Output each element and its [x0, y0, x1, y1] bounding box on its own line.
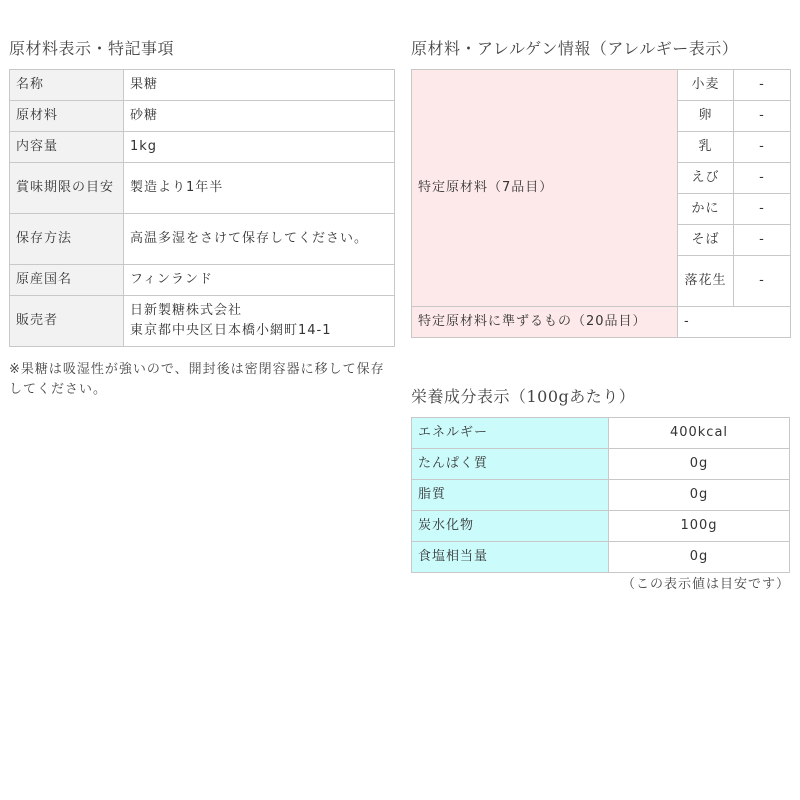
nutrition-value: 0g: [609, 542, 790, 573]
quasi-ingredients-label: 特定原材料に準ずるもの（20品目）: [412, 307, 678, 338]
spec-value: [124, 296, 395, 347]
spec-note: ※果糖は吸湿性が強いので、開封後は密閉容器に移して保存してください。: [9, 362, 385, 397]
nutrition-table: [411, 417, 790, 573]
spec-value: フィンランド: [124, 265, 395, 296]
spec-label: 賞味期限の目安: [10, 163, 124, 214]
spec-value: 砂糖: [124, 101, 395, 132]
spec-row-storage: [10, 214, 395, 265]
allergen-row-wheat: [412, 70, 791, 101]
spec-row-best-before: [10, 163, 395, 214]
nutrition-row-protein: [412, 449, 790, 480]
nutrition-label: 食塩相当量: [412, 542, 609, 573]
spec-label: 名称: [10, 70, 124, 101]
spec-value: 製造より1年半: [124, 163, 395, 214]
allergen-item: 卵: [678, 101, 734, 132]
spec-label: 販売者: [10, 296, 124, 347]
allergen-item: 乳: [678, 132, 734, 163]
spec-row-ingredients: [10, 101, 395, 132]
allergen-value: -: [734, 70, 791, 101]
allergen-item: 落花生: [678, 256, 734, 307]
nutrition-label: 脂質: [412, 480, 609, 511]
nutrition-row-carbs: [412, 511, 790, 542]
spec-label: 内容量: [10, 132, 124, 163]
spec-label: 保存方法: [10, 214, 124, 265]
allergen-item: えび: [678, 163, 734, 194]
allergen-row-quasi: [412, 307, 791, 338]
nutrition-title: 栄養成分表示（100gあたり）: [411, 387, 636, 406]
spec-row-origin: [10, 265, 395, 296]
allergen-value: -: [734, 256, 791, 307]
spec-title: 原材料表示・特記事項: [9, 39, 175, 58]
spec-label: 原産国名: [10, 265, 124, 296]
allergen-value: -: [734, 163, 791, 194]
spec-value: 1kg: [124, 132, 395, 163]
nutrition-row-fat: [412, 480, 790, 511]
allergen-value: -: [734, 132, 791, 163]
allergen-item: 小麦: [678, 70, 734, 101]
allergen-value: -: [734, 101, 791, 132]
seller-address: 東京都中央区日本橋小網町14-1: [130, 323, 332, 338]
nutrition-label: たんぱく質: [412, 449, 609, 480]
quasi-ingredients-value: -: [678, 307, 791, 338]
nutrition-value: 0g: [609, 449, 790, 480]
allergen-table: [411, 69, 791, 338]
allergen-item: そば: [678, 225, 734, 256]
nutrition-value: 0g: [609, 480, 790, 511]
nutrition-row-energy: [412, 418, 790, 449]
allergen-title: 原材料・アレルゲン情報（アレルギー表示）: [411, 39, 739, 58]
spec-value: 果糖: [124, 70, 395, 101]
nutrition-label: エネルギー: [412, 418, 609, 449]
specific-ingredients-label: 特定原材料（7品目）: [412, 70, 678, 307]
nutrition-row-salt: [412, 542, 790, 573]
nutrition-label: 炭水化物: [412, 511, 609, 542]
spec-table: [9, 69, 395, 347]
nutrition-note: （この表示値は目安です）: [621, 577, 790, 592]
seller-name: 日新製糖株式会社: [130, 303, 243, 318]
allergen-value: -: [734, 225, 791, 256]
allergen-value: -: [734, 194, 791, 225]
spec-label: 原材料: [10, 101, 124, 132]
nutrition-value: 400kcal: [609, 418, 790, 449]
spec-row-seller: [10, 296, 395, 347]
nutrition-value: 100g: [609, 511, 790, 542]
allergen-item: かに: [678, 194, 734, 225]
spec-row-content: [10, 132, 395, 163]
spec-value: 高温多湿をさけて保存してください。: [124, 214, 395, 265]
spec-row-name: [10, 70, 395, 101]
